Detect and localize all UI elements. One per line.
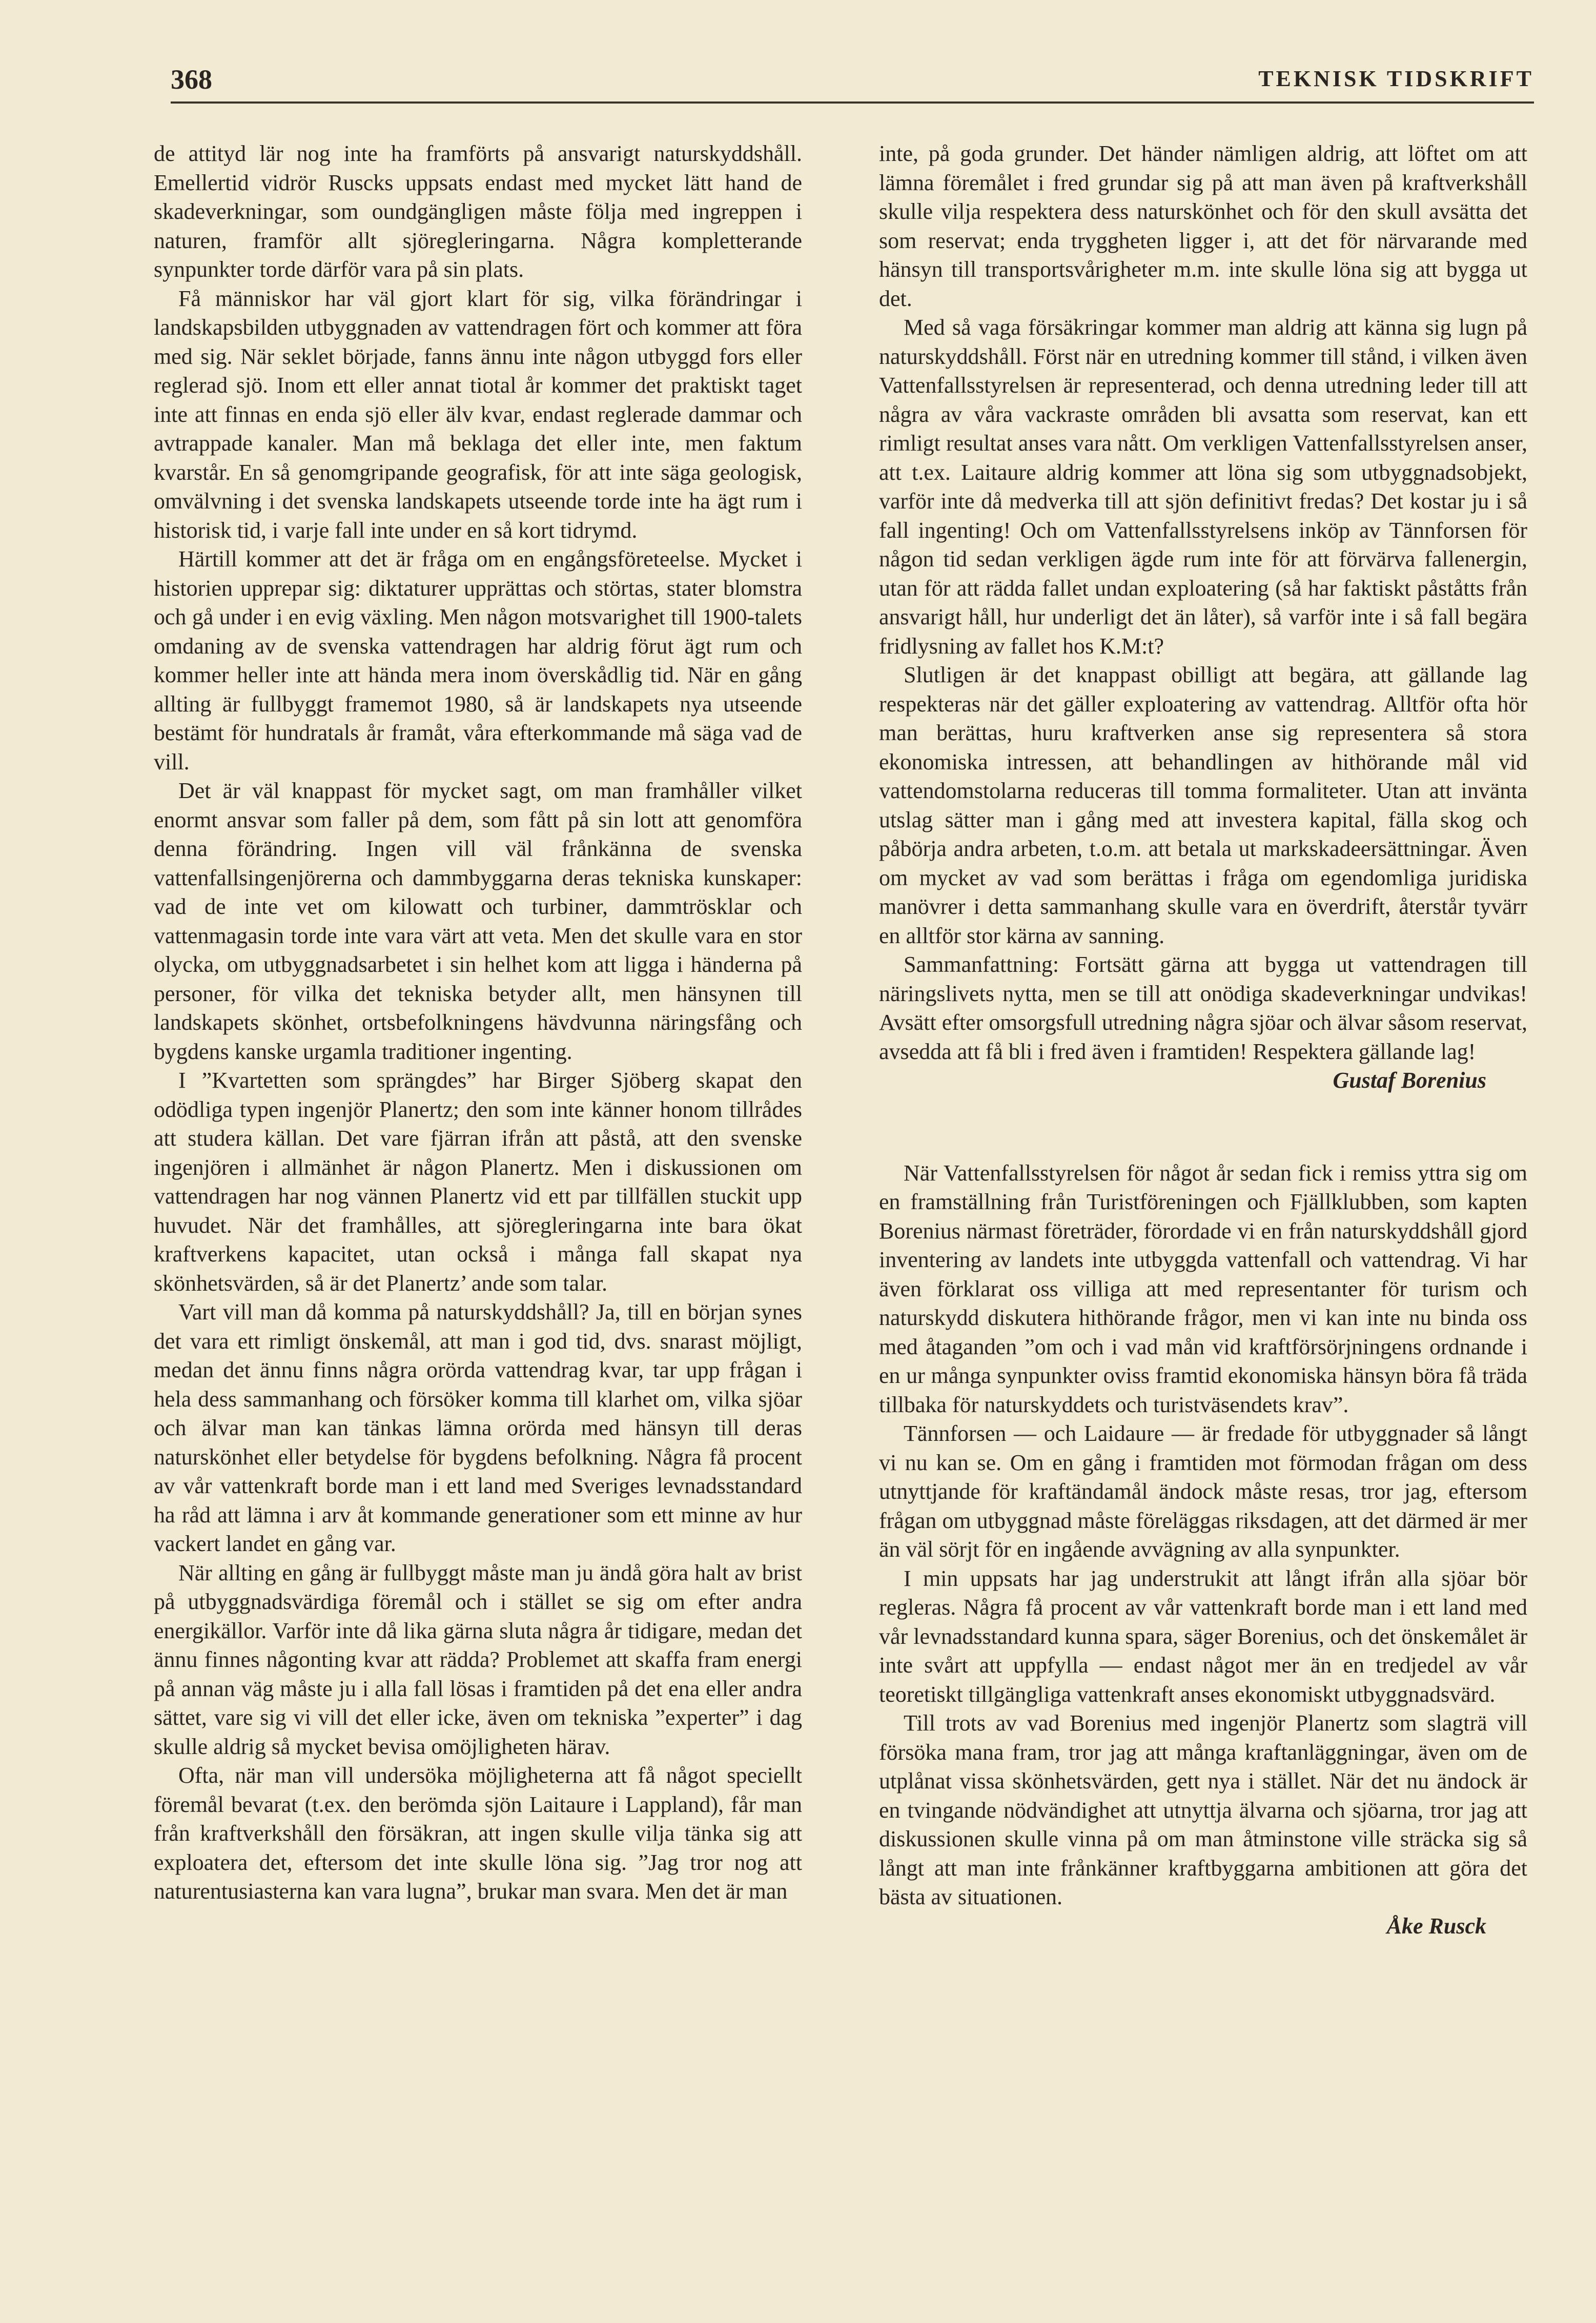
page-number: 368 <box>171 64 212 95</box>
page-header <box>171 60 1534 104</box>
author-signature: Åke Rusck <box>1386 1913 1486 1939</box>
paragraph: Med så vaga försäkringar kommer man aldrig att känna sig lugn på naturskyddshåll. Först när en utredning kommer till stånd, i vilken även Vattenfallsstyrelsen är representerad, och denna utredning leder till att några av våra vackraste områden bli avsatta som reservat, kan ett rimligt resultat anses vara nått. Om verkligen Vattenfallsstyrelsen anser, att t.ex. Laitaure aldrig kommer att löna sig som utbyggnadsobjekt, varför inte då medverka till att sjön definitivt fredas? Det kostar ju i så fall ingenting! Och om Vattenfallsstyrelsens inköp av Tännforsen för någon tid sedan verkligen ägde rum inte för att förvärva fallenergin, utan för att rädda fallet undan exploatering (så har faktiskt påståtts från ansvarigt håll, hur underligt det än låter), så varför inte i så fall begära fridlysning av fallet hos K.M:t? <box>879 315 1527 659</box>
author-signature: Gustaf Borenius <box>1333 1068 1486 1093</box>
paragraph: I ”Kvartetten som sprängdes” har Birger Sjöberg skapat den odödliga typen ingenjör Planertz; den som inte känner honom tillrådes att studera källan. Det vare fjärran ifrån att påstå, att den svenske ingenjören i allmänhet är någon Planertz. Men i diskussionen om vattendragen har nog vännen Planertz vid ett par tillfällen stuckit upp huvudet. När det framhålles, att sjöregleringarna inte bara ökat kraftverkens kapacitet, utan också i många fall skapat nya skönhetsvärden, så är det Planertz’ ande som talar. <box>154 1068 802 1296</box>
paragraph: Till trots av vad Borenius med ingenjör Planertz som slagträ vill försöka mana fram, tror jag att många kraftanläggningar, även om de utplånat vissa skönhetsvärden, gett nya i stället. När det nu ändock är en tvingande nödvändighet att utnyttja älvarna och sjöarna, tror jag att diskussionen skulle vinna på om man åtminstone ville sträcka sig så långt att man inte frånkänner kraftbyggarna ambitionen att göra det bästa av situationen. <box>879 1710 1527 1909</box>
paragraph: Ofta, när man vill undersöka möjligheterna att få något speciellt föremål bevarat (t.ex. den berömda sjön Laitaure i Lappland), får man från kraftverkshåll den försäkran, att ingen skulle vilja tänka sig att exploatera det, eftersom det inte skulle löna sig. ”Jag tror nog att naturentusiasterna kan vara lugna”, brukar man svara. Men det är man <box>154 1763 802 1904</box>
paragraph: Få människor har väl gjort klart för sig, vilka förändringar i landskapsbilden utbyggnaden av vattendragen fört och kommer att föra med sig. När seklet började, fanns ännu inte någon utbyggd fors eller reglerad sjö. Inom ett eller annat tiotal år kommer det praktiskt taget inte att finnas en enda sjö eller älv kvar, endast reglerade dammar och avtrappade kanaler. Man må beklaga det eller inte, men faktum kvarstår. En så genomgripande geografisk, för att inte säga geologisk, omvälvning i det svenska landskapets utseende torde inte ha ägt rum i historisk tid, i varje fall inte under en så kort tidrymd. <box>154 286 802 543</box>
paragraph: Härtill kommer att det är fråga om en engångsföreteelse. Mycket i historien upprepar sig: diktaturer upprättas och störtas, stater blomstra och gå under i en evig växling. Men någon motsvarighet till 1900-talets omdaning av de svenska vattendragen har aldrig förut ägt rum och kommer heller inte att hända mera inom överskådlig tid. När en gång allting är fullbyggt framemot 1980, så är landskapets nya utseende bestämt för hundratals år framåt, våra efterkommande må säga vad de vill. <box>154 546 802 775</box>
paragraph: de attityd lär nog inte ha framförts på ansvarigt naturskyddshåll. Emellertid vidrör Ruscks uppsats endast med mycket lätt hand de skadeverkningar, som oundgängligen måste följa med ingreppen i naturen, framför allt sjöregleringarna. Några kompletterande synpunkter torde därför vara på sin plats. <box>154 141 802 282</box>
paragraph: Det är väl knappast för mycket sagt, om man framhåller vilket enormt ansvar som faller på dem, som fått på sin lott att genomföra denna förändring. Ingen vill väl frånkänna de svenska vattenfallsingenjörerna och dammbyggarna deras tekniska kunskaper: vad de inte vet om kilowatt och turbiner, dammtrösklar och vattenmagasin torde inte vara värt att veta. Men det skulle vara en stor olycka, om utbyggnadsarbetet i sin helhet kom att ligga i händerna på personer, för vilka det tekniska betyder allt, men hänsynen till landskapets skönhet, ortsbefolkningens hävdvunna näringsfång och bygdens kanske urgamla traditioner ingenting. <box>154 778 802 1064</box>
paragraph: Vart vill man då komma på naturskyddshåll? Ja, till en början synes det vara ett rimligt önskemål, att man i god tid, dvs. snarast möjligt, medan det ännu finns några orörda vattendrag kvar, tar upp frågan i hela dess sammanhang och försöker komma till klarhet om, vilka sjöar och älvar man kan tänkas lämna orörda med hänsyn till deras naturskönhet eller betydelse för bygdens befolkning. Några få procent av vår vattenkraft borde man i ett land med Sveriges levnadsstandard ha råd att lämna i arv åt kommande generationer som ett minne av hur vackert landet en gång var. <box>154 1299 802 1556</box>
left-column <box>154 139 802 1906</box>
section-gap <box>879 1095 1527 1159</box>
journal-title: TEKNISK TIDSKRIFT <box>1258 66 1534 91</box>
paragraph: Sammanfattning: Fortsätt gärna att bygga ut vattendragen till näringslivets nytta, men se till att onödiga skadeverkningar undvikas! Avsätt efter omsorgsfull utredning några sjöar och älvar såsom reservat, avsedda att få bli i fred även i framtiden! Respektera gällande lag! <box>879 952 1527 1064</box>
paragraph: När Vattenfallsstyrelsen för något år sedan fick i remiss yttra sig om en framställning från Turistföreningen och Fjällklubben, som kapten Borenius närmast företräder, förordade vi en från naturskyddshåll gjord inventering av landets inte utbyggda vattenfall och vattendrag. Vi har även förklarat oss villiga att med representanter för turism och naturskydd diskutera hithörande frågor, men vi kan inte nu binda oss med åtaganden ”om och i vad mån vid kraftförsörjningens ordnande i en ur många synpunkter oviss framtid ekonomiska hänsyn böra få träda tillbaka för naturskyddets och turistväsendets krav”. <box>879 1160 1527 1417</box>
paragraph: inte, på goda grunder. Det händer nämligen aldrig, att löftet om att lämna föremålet i fred grundar sig på att man även på kraftverkshåll skulle vilja respektera dess naturskönhet och för den skull avsätta det som reservat; enda tryggheten ligger i, att det för närvarande med hänsyn till transportsvårigheter m.m. inte skulle löna sig att bygga ut det. <box>879 141 1527 311</box>
paragraph: Slutligen är det knappast obilligt att begära, att gällande lag respekteras när det gäller exploatering av vattendrag. Alltför ofta hör man berättas, huru kraftverken anse sig representera så stora ekonomiska intressen, att behandlingen av hithörande mål vid vattendomstolarna reduceras till tomma formaliteter. Utan att invänta utslag sätter man i gång med att investera kapital, fälla skog och påbörja andra arbeten, t.o.m. att betala ut markskadeersättningar. Även om mycket av vad som berättas i fråga om egendomliga juridiska manövrer i detta sammanhang skulle vara en överdrift, återstår tyvärr en alltför stor kärna av sanning. <box>879 662 1527 948</box>
paragraph: När allting en gång är fullbyggt måste man ju ändå göra halt av brist på utbyggnadsvärdiga föremål och i stället se sig om efter andra energikällor. Varför inte då lika gärna sluta några år tidigare, medan det ännu finnes någonting kvar att rädda? Problemet att skaffa fram energi på annan väg måste ju i alla fall lösas i framtiden på det ena eller andra sättet, vare sig vi vill det eller icke, även om tekniska ”experter” i dag skulle aldrig så mycket bevisa omöjligheten härav. <box>154 1560 802 1759</box>
right-column <box>879 139 1527 1941</box>
paragraph: Tännforsen — och Laidaure — är fredade för utbyggnader så långt vi nu kan se. Om en gång i framtiden mot förmodan frågan om dess utnyttjande för kraftändamål ändock måste resas, tror jag, eftersom frågan om utbyggnad måste föreläggas riksdagen, att det därmed är mer än väl sörjt för en ingående avvägning av alla synpunkter. <box>879 1421 1527 1562</box>
paragraph: I min uppsats har jag understrukit att långt ifrån alla sjöar bör regleras. Några få procent av vår vattenkraft borde man i ett land med vår levnadsstandard kunna spara, säger Borenius, och det önskemålet är inte svårt att uppfylla — endast något mer än en tredjedel av vår teoretiskt tillgängliga vattenkraft anses ekonomiskt utbyggnadsvärd. <box>879 1565 1527 1707</box>
